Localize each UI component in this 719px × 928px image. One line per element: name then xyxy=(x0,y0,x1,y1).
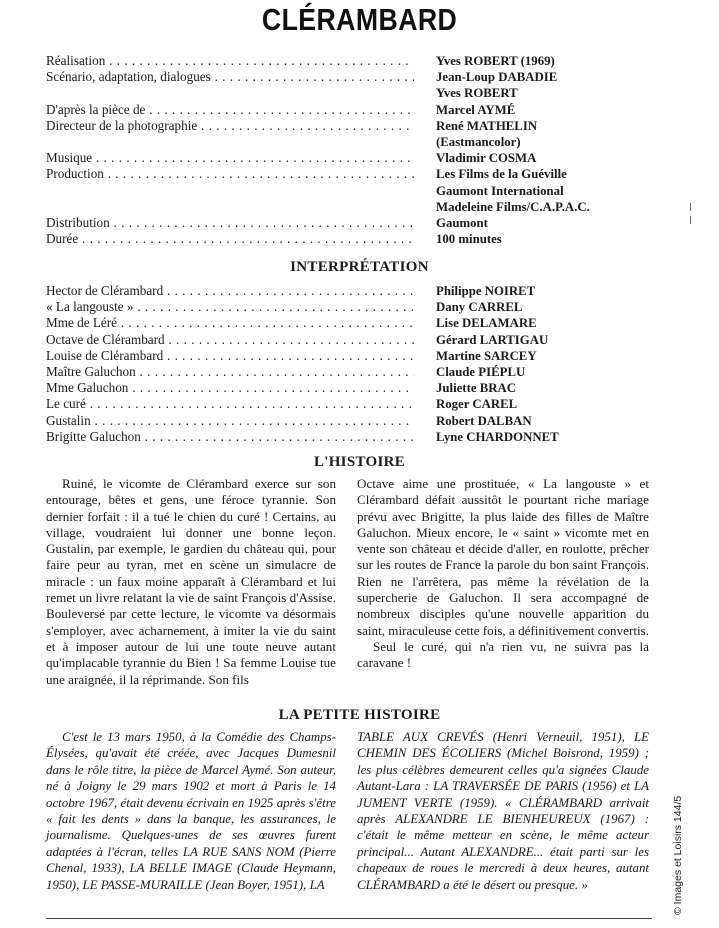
credit-name: Yves ROBERT xyxy=(436,86,518,101)
actor-name: Martine SARCEY xyxy=(436,348,537,363)
histoire-left-column xyxy=(46,476,336,688)
character-name: Hector de Clérambard . . . xyxy=(46,283,414,299)
credit-row xyxy=(46,231,646,247)
credit-row xyxy=(46,118,646,134)
character-name: Octave de Clérambard . . . xyxy=(46,332,414,348)
actor-name: Lise DELAMARE xyxy=(436,316,537,331)
credit-row xyxy=(46,69,646,85)
petite-histoire-paragraph: C'est le 13 mars 1950, à la Comédie des Champs-Élysées, qu'avait été créée, avec Jacques Dumesnil dans le rôle titre, la pièce de Marcel Aymé. Son auteur, né à Joigny le 29 mars 1902 et mort à Paris le 14 octobre 1967, était devenu écrivain en 1925 après s'être « fait les dents » dans la banque, les assurances, le journalisme. Quelques-unes de ses œuvres furent adaptées à l'écran, telles LA RUE SANS NOM (Pierre Chenal, 1933), LA BELLE IMAGE (Claude Heymann, 1950), LE PASSE-MURAILLE (Jean Boyer, 1951), LA xyxy=(46,730,336,892)
character-name: Le curé . . . xyxy=(46,396,414,412)
cast-row xyxy=(46,283,646,299)
margin-mark xyxy=(690,203,691,211)
histoire-paragraph: Ruiné, le vicomte de Clérambard exerce sur son entourage, bêtes et gens, une féroce tyrannie. Son dernier forfait : il a tué le chien du curé ! Certains, au village, voudraient lui donner une bonne leçon. Gustalin, par exemple, le gardien du château qui, pour faire peur au tyran, met en scène un simulacre de miracle : un faux moine apparaît à Clérambard et lui remet un livre relatant la vie de saint François d'Assise. Bouleversé par cette lecture, le vicomte va désormais s'employer, avec acharnement, à imiter la vie du saint et à imposer autour de lui une toute neuve autant qu'implacable tyrannie du Bien ! Sa femme Louise tue une araignée, il la réprimande. Son fils xyxy=(46,476,336,687)
credit-role: Scénario, adaptation, dialogues . . . xyxy=(46,69,414,85)
actor-name: Gérard LARTIGAU xyxy=(436,332,549,347)
character-name: Mme de Léré . . . xyxy=(46,315,414,331)
credits-list xyxy=(46,53,646,247)
petite-histoire-paragraph: TABLE AUX CREVÉS (Henri Verneuil, 1951), LE CHEMIN DES ÉCOLIERS (Michel Boisrond, 1959) ; les plus célèbres demeurent celles qu'a signées Claude Autant-Lara : LA TRAVERSÉE DE PARIS (1956) et LA JUMENT VERTE (1959). « CLÉRAMBARD arrivait après ALEXANDRE LE BIENHEUREUX (1967) : c'était le même metteur en scène, le même acteur principal... Autant ALEXANDRE... était parti sur les chapeaux de roues le mercredi à deux heures, autant CLÉRAMBARD a été le désert ou presque. » xyxy=(357,730,649,892)
actor-name: Robert DALBAN xyxy=(436,413,532,428)
credit-role: Production . . . xyxy=(46,166,414,182)
interpretation-heading: INTERPRÉTATION xyxy=(290,259,429,275)
credit-role: Distribution . . . xyxy=(46,215,414,231)
credit-role: D'après la pièce de . . . xyxy=(46,102,414,118)
cast-row xyxy=(46,429,646,445)
cast-row xyxy=(46,413,646,429)
actor-name: Lyne CHARDONNET xyxy=(436,429,559,444)
cast-row xyxy=(46,380,646,396)
credit-row xyxy=(46,150,646,166)
character-name: « La langouste » . . . xyxy=(46,299,414,315)
histoire-paragraph: Octave aime une prostituée, « La langouste » et Clérambard défait aussitôt le pourtant riche mariage prévu avec Brigitte, la plus laide des filles de Maître Galuchon. Mieux encore, le « saint » vicomte met en vente son château et décide d'aller, en roulotte, prêcher sur les routes de France la parole du bon saint François. Rien ne l'arrêtera, pas même la révélation de la supercherie de Galuchon. Il sera accompagné de nombreux disciples qu'une nouvelle apparition du saint, miraculeuse cette fois, a définitivement convertis. xyxy=(357,476,649,638)
cast-row xyxy=(46,396,646,412)
copyright-notice: © Images et Loisirs 144/5 xyxy=(672,795,684,915)
credit-name: Yves ROBERT (1969) xyxy=(436,54,555,68)
cast-row xyxy=(46,364,646,380)
credit-role: Réalisation . . . xyxy=(46,53,414,69)
credit-row xyxy=(46,134,646,150)
credit-name: Vladimir COSMA xyxy=(436,151,537,166)
credit-row xyxy=(46,215,646,231)
credit-row xyxy=(46,102,646,118)
margin-mark xyxy=(690,216,691,224)
character-name: Louise de Clérambard . . . xyxy=(46,348,414,364)
credit-name: Les Films de la Guéville xyxy=(436,167,567,182)
credit-name: Madeleine Films/C.A.P.A.C. xyxy=(436,199,590,214)
histoire-right-column xyxy=(357,476,649,672)
credit-row xyxy=(46,53,646,69)
credit-role: Musique . . . xyxy=(46,150,414,166)
histoire-paragraph: Seul le curé, qui n'a rien vu, ne suivra pas la caravane ! xyxy=(357,638,649,671)
credit-role: Directeur de la photographie . . . xyxy=(46,118,414,134)
petite-histoire-left-column xyxy=(46,729,336,893)
character-name: Brigitte Galuchon . . . xyxy=(46,429,414,445)
petite-histoire-right-column xyxy=(357,729,649,893)
cast-row xyxy=(46,348,646,364)
actor-name: Philippe NOIRET xyxy=(436,284,536,298)
actor-name: Roger CAREL xyxy=(436,397,518,412)
character-name: Mme Galuchon . . . xyxy=(46,380,414,396)
petite-histoire-heading: LA PETITE HISTOIRE xyxy=(278,707,441,723)
bottom-rule xyxy=(46,918,652,919)
credit-row xyxy=(46,183,646,199)
credit-name: Gaumont xyxy=(436,215,488,230)
cast-row xyxy=(46,299,646,315)
credit-name: 100 minutes xyxy=(436,232,502,247)
cast-row xyxy=(46,332,646,348)
cast-row xyxy=(46,315,646,331)
character-name: Gustalin . . . xyxy=(46,413,414,429)
credit-row xyxy=(46,85,646,101)
character-name: Maître Galuchon . . . xyxy=(46,364,414,380)
credit-role: Durée . . . xyxy=(46,231,414,247)
histoire-heading: L'HISTOIRE xyxy=(313,454,406,470)
credit-row xyxy=(46,166,646,182)
actor-name: Juliette BRAC xyxy=(436,381,516,396)
credit-row xyxy=(46,199,646,215)
credit-name: Marcel AYMÉ xyxy=(436,102,516,117)
film-title: CLÉRAMBARD xyxy=(261,2,458,37)
credit-name: Jean-Loup DABADIE xyxy=(436,70,558,85)
actor-name: Claude PIÉPLU xyxy=(436,364,526,379)
credit-name: René MATHELIN xyxy=(436,118,538,133)
credit-name: (Eastmancolor) xyxy=(436,134,521,149)
credit-name: Gaumont International xyxy=(436,183,564,198)
cast-list xyxy=(46,283,646,445)
actor-name: Dany CARREL xyxy=(436,300,523,315)
